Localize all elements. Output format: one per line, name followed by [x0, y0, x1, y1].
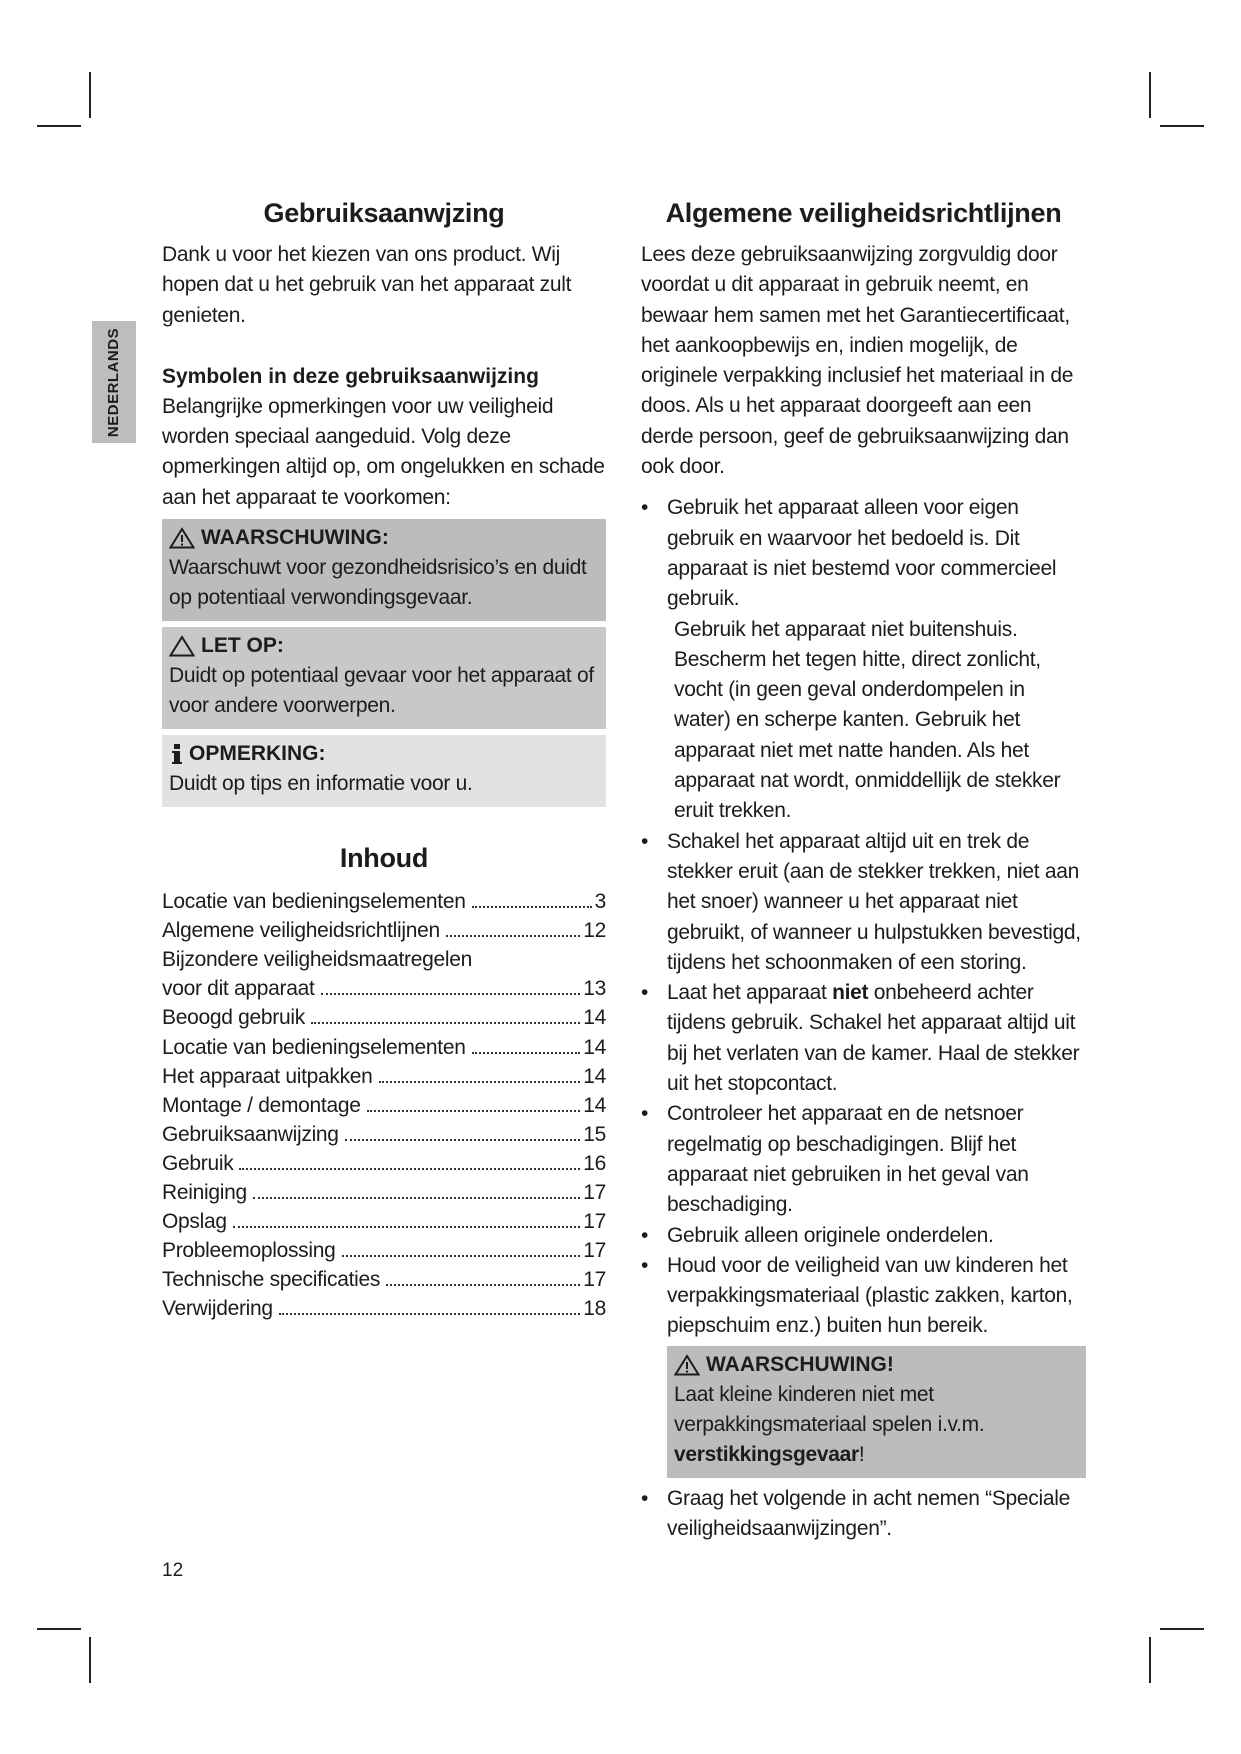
- toc-entry-page: 14: [583, 1064, 606, 1088]
- toc-entry-label: Het apparaat uitpakken: [162, 1064, 373, 1088]
- toc-entry-label: voor dit apparaat: [162, 977, 315, 1001]
- list-item-text: Gebruik alleen originele onderdelen.: [667, 1223, 994, 1247]
- toc-entry-label: Beoogd gebruik: [162, 1006, 305, 1030]
- toc-entry-label: Gebruiksaanwijzing: [162, 1122, 339, 1146]
- list-item: [641, 827, 1086, 978]
- toc-leader-dots: [446, 935, 580, 937]
- crop-mark: [37, 1628, 81, 1630]
- toc-entry-page: 15: [583, 1122, 606, 1146]
- crop-mark: [89, 72, 91, 118]
- crop-mark: [1149, 1637, 1151, 1683]
- emphasis-text: niet: [832, 981, 869, 1005]
- list-item-text: Gebruik het apparaat alleen voor eigen gebruik en waarvoor het bedoeld is. Dit apparaat is niet bestemd voor commercieel gebruik.: [667, 496, 1057, 611]
- section-title: Algemene veiligheidsrichtlijnen: [665, 198, 1062, 228]
- list-item: [641, 1221, 1086, 1251]
- toc-entry-label: Reiniging: [162, 1181, 247, 1205]
- toc-entry-page: 16: [583, 1151, 606, 1175]
- emphasis-text: verstikkingsgevaar: [674, 1442, 859, 1466]
- toc-leader-dots: [239, 1168, 580, 1170]
- right-column: [641, 196, 1086, 1544]
- toc-entry: [162, 1033, 606, 1062]
- toc-leader-dots: [472, 1052, 581, 1054]
- child-warning-box: [667, 1346, 1086, 1478]
- toc-title: Inhoud: [339, 843, 429, 874]
- toc-entry-page: 14: [583, 1006, 606, 1030]
- crop-mark: [1160, 125, 1204, 127]
- crop-mark: [37, 125, 81, 127]
- toc-leader-dots: [367, 1110, 581, 1112]
- note-title: OPMERKING:: [189, 742, 326, 766]
- toc-leader-dots: [472, 906, 592, 908]
- toc-leader-dots: [321, 993, 581, 995]
- symbols-heading: Symbolen in deze gebruiksaanwijzing: [162, 364, 539, 388]
- toc-entry-label: Bijzondere veiligheidsmaatregelen: [162, 948, 472, 972]
- toc-entry: [162, 1003, 606, 1032]
- toc-entry-page: 14: [583, 1093, 606, 1117]
- crop-mark: [1160, 1628, 1204, 1630]
- safety-list-continued: [641, 1484, 1086, 1545]
- toc-entry-label: Probleemoplossing: [162, 1239, 336, 1263]
- note-text: Duidt op tips en informatie voor u.: [169, 772, 473, 796]
- crop-mark: [1149, 72, 1151, 118]
- page-title: Gebruiksaanwjzing: [263, 198, 505, 228]
- toc-leader-dots: [345, 1139, 581, 1141]
- toc-entry-label: Technische specificaties: [162, 1268, 381, 1292]
- toc-entry-label: Verwijdering: [162, 1297, 273, 1321]
- toc-entry: [162, 1294, 606, 1323]
- child-warning-text: [674, 1380, 1079, 1470]
- safety-list: [641, 493, 1086, 1341]
- toc-entry: [162, 1236, 606, 1265]
- toc-entry-page: 13: [583, 977, 606, 1001]
- list-item-text: Houd voor de veiligheid van uw kinderen het verpakkingsmateriaal (plastic zakken, karton, piepschuim enz.) buiten hun bereik.: [667, 1253, 1073, 1338]
- toc-entry: [162, 1207, 606, 1236]
- toc-entry-page: 17: [583, 1239, 606, 1263]
- toc-entry-page: 3: [594, 890, 606, 914]
- toc-leader-dots: [253, 1197, 580, 1199]
- crop-mark: [89, 1637, 91, 1683]
- warning-box: [162, 519, 606, 621]
- toc-entry-page: 17: [583, 1210, 606, 1234]
- toc-entry: [162, 974, 606, 1003]
- table-of-contents: [162, 887, 606, 1323]
- toc-entry: [162, 1178, 606, 1207]
- toc-entry: [162, 887, 606, 916]
- caution-text: Duidt op potentiaal gevaar voor het apparaat of voor andere voorwerpen.: [169, 664, 594, 718]
- toc-entry-page: 12: [583, 919, 606, 943]
- toc-entry-page: 17: [583, 1181, 606, 1205]
- caution-title: LET OP:: [201, 634, 284, 658]
- toc-entry-label: Montage / demontage: [162, 1093, 361, 1117]
- list-item: [641, 493, 1086, 826]
- language-tab-label: NEDERLANDS: [105, 327, 123, 437]
- toc-leader-dots: [279, 1313, 580, 1315]
- child-warning-title: WAARSCHUWING!: [706, 1352, 894, 1376]
- warning-triangle-icon: [169, 527, 195, 549]
- warning-triangle-icon: [674, 1354, 700, 1376]
- list-item: [641, 1099, 1086, 1220]
- list-item-text: Controleer het apparaat en de netsnoer regelmatig op beschadigingen. Blijf het apparaat niet gebruiken in het geval van beschadiging.: [667, 1102, 1029, 1217]
- child-warning-text-part: Laat kleine kinderen niet met verpakkingsmateriaal spelen i.v.m.: [674, 1382, 985, 1436]
- warning-title: WAARSCHUWING:: [201, 526, 389, 550]
- toc-entry-label: Opslag: [162, 1210, 227, 1234]
- toc-entry: [162, 1120, 606, 1149]
- list-item-text: onbeheerd achter tijdens gebruik. Schakel het apparaat altijd uit bij het verlaten van de kamer. Haal de stekker uit het stopcontact.: [667, 981, 1080, 1096]
- toc-entry-label: Locatie van bedieningselementen: [162, 1035, 466, 1059]
- caution-box: [162, 627, 606, 729]
- note-box: [162, 735, 606, 807]
- safety-intro: Lees deze gebruiksaanwijzing zorgvuldig door voordat u dit apparaat in gebruik neemt, en bewaar hem samen met het Garantiecertificaat, het aankoopbewijs en, indien mogelijk, de originele verpakking inclusief het materiaal in de doos. Als u het apparaat doorgeeft aan een derde persoon, geef de gebruiksaanwijzing dan ook door.: [641, 243, 1074, 479]
- list-item: [641, 1484, 1086, 1545]
- toc-entry: [162, 916, 606, 945]
- toc-leader-dots: [386, 1284, 580, 1286]
- toc-entry: [162, 1062, 606, 1091]
- toc-leader-dots: [379, 1081, 581, 1083]
- toc-entry-page: 17: [583, 1268, 606, 1292]
- child-warning-text-part: !: [858, 1442, 865, 1466]
- list-item-text: Laat het apparaat: [667, 981, 833, 1005]
- toc-leader-dots: [342, 1255, 581, 1257]
- toc-entry: [162, 1149, 606, 1178]
- toc-entry-page: 18: [583, 1297, 606, 1321]
- list-item: [641, 1251, 1086, 1342]
- page-number: 12: [162, 1560, 184, 1581]
- toc-entry-label: Algemene veiligheidsrichtlijnen: [162, 919, 440, 943]
- toc-entry: [162, 1091, 606, 1120]
- toc-leader-dots: [233, 1226, 580, 1228]
- info-icon: [169, 743, 185, 765]
- list-item-text: Graag het volgende in acht nemen “Speciale veiligheidsaanwijzingen”.: [667, 1486, 1071, 1540]
- list-item-subtext: Gebruik het apparaat niet buitenshuis. Bescherm het tegen hitte, direct zonlicht, vocht (in geen geval onderdompelen in water) en scherpe kanten. Gebruik het apparaat niet met natte handen. Als het apparaat nat wordt, onmiddellijk de stekker eruit trekken.: [674, 617, 1061, 823]
- toc-entry-label: Locatie van bedieningselementen: [162, 890, 466, 914]
- list-item-text: Schakel het apparaat altijd uit en trek de stekker eruit (aan de stekker trekken, niet aan het snoer) wanneer u het apparaat niet gebruikt, of wanneer u hulpstukken bevestigd, tijdens het schoonmaken of een storing.: [667, 829, 1081, 974]
- warning-text: Waarschuwt voor gezondheidsrisico’s en duidt op potentiaal verwondingsgevaar.: [169, 556, 587, 610]
- toc-entry: [162, 945, 606, 974]
- language-tab: [92, 321, 136, 443]
- caution-triangle-icon: [169, 635, 195, 657]
- intro-text: Dank u voor het kiezen van ons product. Wij hopen dat u het gebruik van het apparaat zult genieten.: [162, 243, 572, 327]
- toc-entry: [162, 1265, 606, 1294]
- toc-entry-page: 14: [583, 1035, 606, 1059]
- left-column: [162, 196, 606, 1323]
- symbols-text: Belangrijke opmerkingen voor uw veiligheid worden speciaal aangeduid. Volg deze opmerkingen altijd op, om ongelukken en schade aan het apparaat te voorkomen:: [162, 394, 605, 509]
- toc-leader-dots: [311, 1022, 580, 1024]
- toc-entry-label: Gebruik: [162, 1151, 234, 1175]
- list-item: [641, 978, 1086, 1099]
